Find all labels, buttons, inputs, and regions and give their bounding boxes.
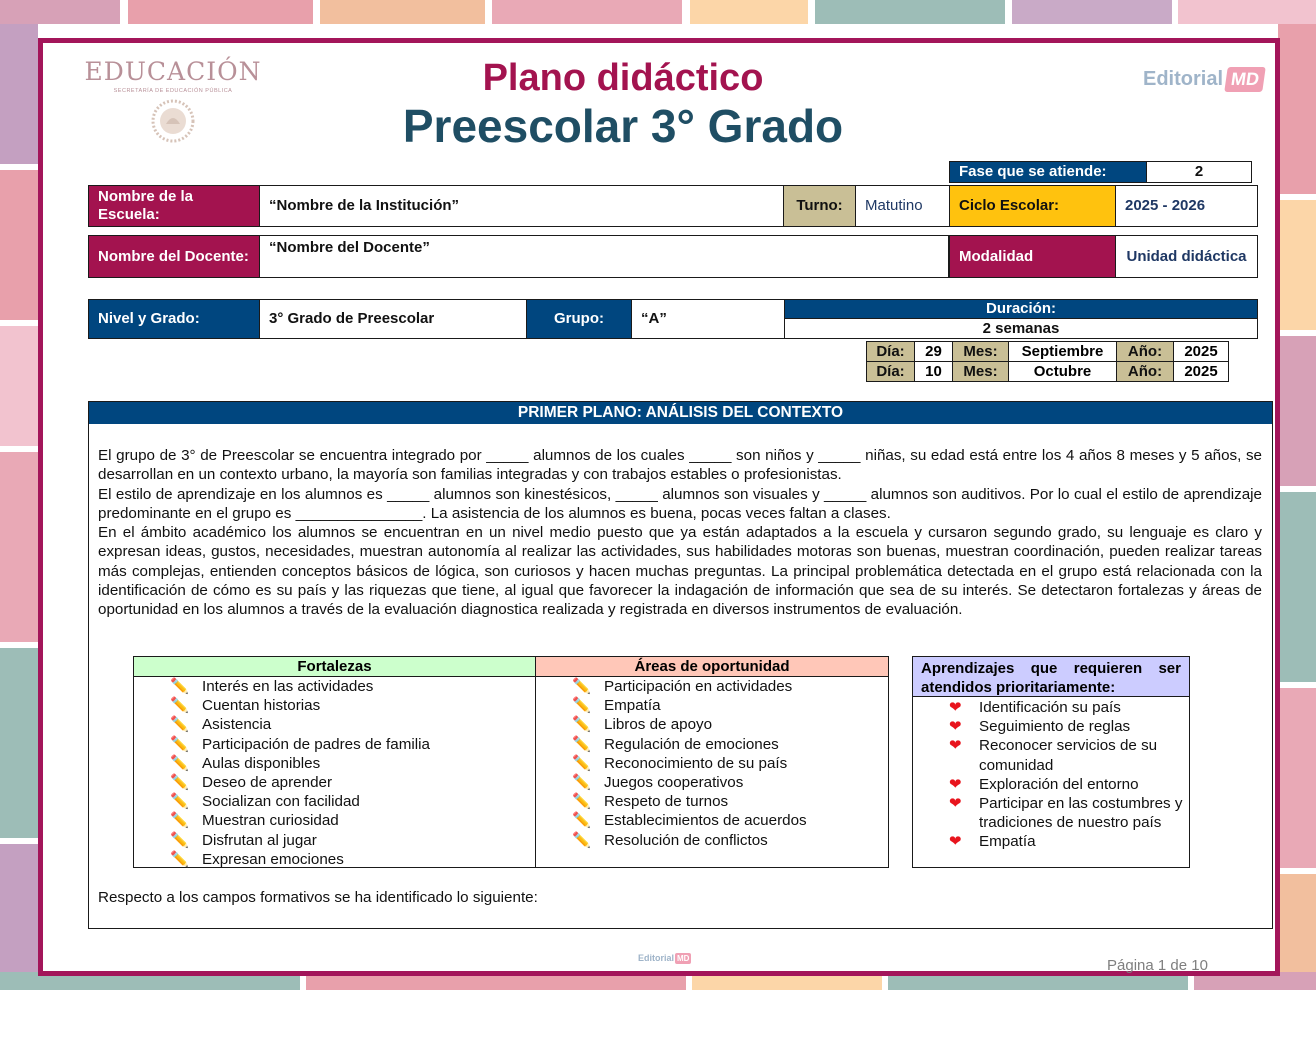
strengths-table (133, 656, 889, 868)
list-item (170, 792, 530, 811)
area-text: Empatía (604, 697, 661, 715)
turno-label: Turno: (783, 185, 856, 227)
ciclo-value: 2025 - 2026 (1115, 185, 1258, 227)
pencil-icon: ✏️ (572, 678, 591, 695)
list-item (949, 832, 1185, 851)
fortaleza-text: Expresan emociones (202, 850, 344, 868)
fortalezas-header: Fortalezas (134, 657, 536, 677)
heart-icon: ❤ (949, 795, 962, 813)
editorial-brand (1143, 59, 1273, 99)
page-number: Página 1 de 10 (1107, 957, 1208, 974)
aprendizajes-list (949, 698, 1185, 852)
heart-icon: ❤ (949, 699, 962, 716)
mes-label: Mes: (952, 361, 1009, 382)
list-item (170, 754, 530, 773)
anio-value: 2025 (1173, 361, 1229, 382)
list-item (949, 736, 1185, 774)
pencil-icon: ✏️ (572, 754, 591, 772)
aprendizaje-text: Identificación su país (979, 699, 1121, 716)
ciclo-label: Ciclo Escolar: (949, 185, 1116, 227)
list-item (572, 792, 882, 811)
heart-icon: ❤ (949, 775, 962, 793)
escuela-value: “Nombre de la Institución” (259, 185, 784, 227)
pencil-icon: ✏️ (170, 754, 189, 772)
nivel-label: Nivel y Grado: (88, 299, 260, 339)
dia-label: Día: (866, 341, 915, 362)
escuela-label: Nombre de la Escuela: (88, 185, 260, 227)
pencil-icon: ✏️ (170, 678, 189, 695)
list-item (572, 677, 882, 696)
list-item (572, 735, 882, 754)
dia-label: Día: (866, 361, 915, 382)
anio-label: Año: (1116, 341, 1174, 362)
dia-value: 29 (914, 341, 953, 362)
fortaleza-text: Cuentan historias (202, 697, 321, 715)
pencil-icon: ✏️ (170, 774, 189, 792)
area-text: Respeto de turnos (604, 793, 729, 811)
list-item (949, 698, 1185, 717)
docente-label: Nombre del Docente: (88, 235, 260, 278)
areas-list (572, 677, 882, 850)
fortaleza-text: Socializan con facilidad (202, 793, 360, 811)
closing-text: Respecto a los campos formativos se ha identificado lo siguiente: (98, 889, 538, 906)
list-item (170, 696, 530, 715)
mes-label: Mes: (952, 341, 1009, 362)
fortaleza-text: Muestran curiosidad (202, 812, 339, 830)
areas-header: Áreas de oportunidad (536, 657, 888, 677)
grupo-label: Grupo: (526, 299, 632, 339)
heart-icon: ❤ (949, 737, 962, 755)
fortaleza-text: Aulas disponibles (202, 754, 321, 772)
footer-brand-mark: MD (677, 953, 690, 963)
pencil-icon: ✏️ (170, 850, 189, 868)
logo-main-text: EDUCACIÓN (84, 57, 262, 86)
list-item (949, 794, 1185, 832)
mes-value: Octubre (1008, 361, 1117, 382)
list-item (572, 831, 882, 850)
priority-learning-table (912, 656, 1190, 868)
footer-brand-text: Editorial (638, 953, 675, 963)
logo-sub-text: SECRETARÍA DE EDUCACIÓN PÚBLICA (113, 88, 233, 94)
heart-icon: ❤ (949, 833, 962, 851)
fortalezas-list (170, 677, 530, 869)
pencil-icon: ✏️ (572, 831, 591, 849)
list-item (170, 811, 530, 830)
aprendizaje-text: Exploración del entorno (979, 775, 1139, 793)
aprendizaje-text: Seguimiento de reglas (979, 718, 1131, 736)
fase-value: 2 (1146, 161, 1252, 183)
fortaleza-text: Deseo de aprender (202, 774, 333, 792)
pencil-icon: ✏️ (170, 793, 189, 811)
footer-brand (638, 949, 698, 967)
nivel-value: 3° Grado de Preescolar (259, 299, 527, 339)
list-item (170, 773, 530, 792)
aprendizaje-text: Empatía (979, 833, 1036, 851)
pencil-icon: ✏️ (170, 812, 189, 830)
pencil-icon: ✏️ (572, 716, 591, 734)
aprendizaje-text: Participar en las costumbres y tradiciones de nuestro país (979, 795, 1183, 832)
list-item (572, 754, 882, 773)
aprendizajes-header: Aprendizajes que requieren ser atendidos prioritariamente: (913, 657, 1189, 697)
grupo-value: “A” (631, 299, 785, 339)
fase-label: Fase que se atiende: (949, 161, 1147, 183)
area-text: Resolución de conflictos (604, 831, 768, 849)
area-text: Reconocimiento de su país (604, 754, 788, 772)
area-text: Regulación de emociones (604, 735, 779, 753)
pencil-icon: ✏️ (572, 774, 591, 792)
area-text: Establecimientos de acuerdos (604, 812, 807, 830)
list-item (170, 715, 530, 734)
pencil-icon: ✏️ (572, 793, 591, 811)
list-item (572, 696, 882, 715)
context-section (88, 401, 1273, 929)
context-heading: PRIMER PLANO: ANÁLISIS DEL CONTEXTO (89, 402, 1272, 424)
list-item (170, 677, 530, 696)
context-text (98, 446, 1262, 620)
heart-icon: ❤ (949, 718, 962, 736)
pencil-icon: ✏️ (170, 735, 189, 753)
context-paragraph: El estilo de aprendizaje en los alumnos es _____ alumnos son kinestésicos, _____ alumnos son visuales y _____ alumnos son auditivos. Por lo cual el estilo de aprendizaje predominante en el grupo es _______________. La asistencia de los alumnos es buena, pocas veces faltan a clases. (98, 485, 1262, 522)
fortaleza-text: Participación de padres de familia (202, 735, 430, 753)
document-page (38, 38, 1280, 976)
turno-value: Matutino (855, 185, 950, 227)
pencil-icon: ✏️ (572, 735, 591, 753)
list-item (170, 850, 530, 869)
national-seal-icon (148, 98, 198, 144)
list-item (170, 831, 530, 850)
column-divider (535, 677, 536, 867)
anio-label: Año: (1116, 361, 1174, 382)
aprendizaje-text: Reconocer servicios de su comunidad (979, 737, 1158, 774)
list-item (572, 715, 882, 734)
modalidad-label: Modalidad (949, 235, 1116, 278)
brand-text: Editorial (1143, 67, 1224, 90)
sep-logo (83, 57, 263, 152)
fortaleza-text: Interés en las actividades (202, 678, 374, 695)
context-paragraph: El grupo de 3° de Preescolar se encuentra integrado por _____ alumnos de los cuales _____ son niños y _____ niñas, su edad está entre los 4 años 8 meses y 5 años, se desarrollan en un contexto urbano, la mayoría son familias integradas y con trabajos estables o profesionistas. (98, 447, 1262, 484)
brand-mark-text: MD (1229, 68, 1261, 89)
area-text: Juegos cooperativos (604, 774, 744, 792)
mes-value: Septiembre (1008, 341, 1117, 362)
list-item (572, 773, 882, 792)
pencil-icon: ✏️ (572, 697, 591, 715)
pencil-icon: ✏️ (170, 831, 189, 849)
list-item (170, 735, 530, 754)
pencil-icon: ✏️ (170, 716, 189, 734)
anio-value: 2025 (1173, 341, 1229, 362)
pencil-icon: ✏️ (170, 697, 189, 715)
title-block (293, 55, 953, 151)
pencil-icon: ✏️ (572, 812, 591, 830)
modalidad-value: Unidad didáctica (1115, 235, 1258, 278)
fortaleza-text: Asistencia (202, 716, 272, 734)
duracion-value: 2 semanas (784, 318, 1258, 339)
list-item (949, 717, 1185, 736)
context-paragraph: En el ámbito académico los alumnos se encuentran en un nivel medio puesto que ya están adaptados a la escuela y cursaron segundo grado, su lenguaje es claro y expresan ideas, gustos, necesidades, muestran autonomía al realizar las actividades, sus habilidades motoras son buenas, muestran coordinación, pueden realizar tareas más complejas, entienden conceptos básicos de lógica, son curiosos y hacen muchas preguntas. La principal problemática detectada en el grupo está relacionada con la identificación de cómo es su país y las riquezas que tiene, al igual que favorecer la indagación de información que sea de su interés. Se detectaron fortalezas y áreas de oportunidad en los alumnos a través de la evaluación diagnostica realizada y registrada en diversos instrumentos de evaluación. (98, 524, 1262, 619)
list-item (949, 775, 1185, 794)
brand-mark (1224, 67, 1266, 92)
list-item (572, 811, 882, 830)
area-text: Libros de apoyo (604, 716, 713, 734)
fortaleza-text: Disfrutan al jugar (202, 831, 317, 849)
page-title: Plano didáctico (482, 57, 764, 99)
docente-value: “Nombre del Docente” (259, 235, 949, 278)
duracion-label: Duración: (784, 299, 1258, 319)
page-subtitle: Preescolar 3° Grado (402, 100, 844, 152)
dia-value: 10 (914, 361, 953, 382)
area-text: Participación en actividades (604, 678, 793, 695)
